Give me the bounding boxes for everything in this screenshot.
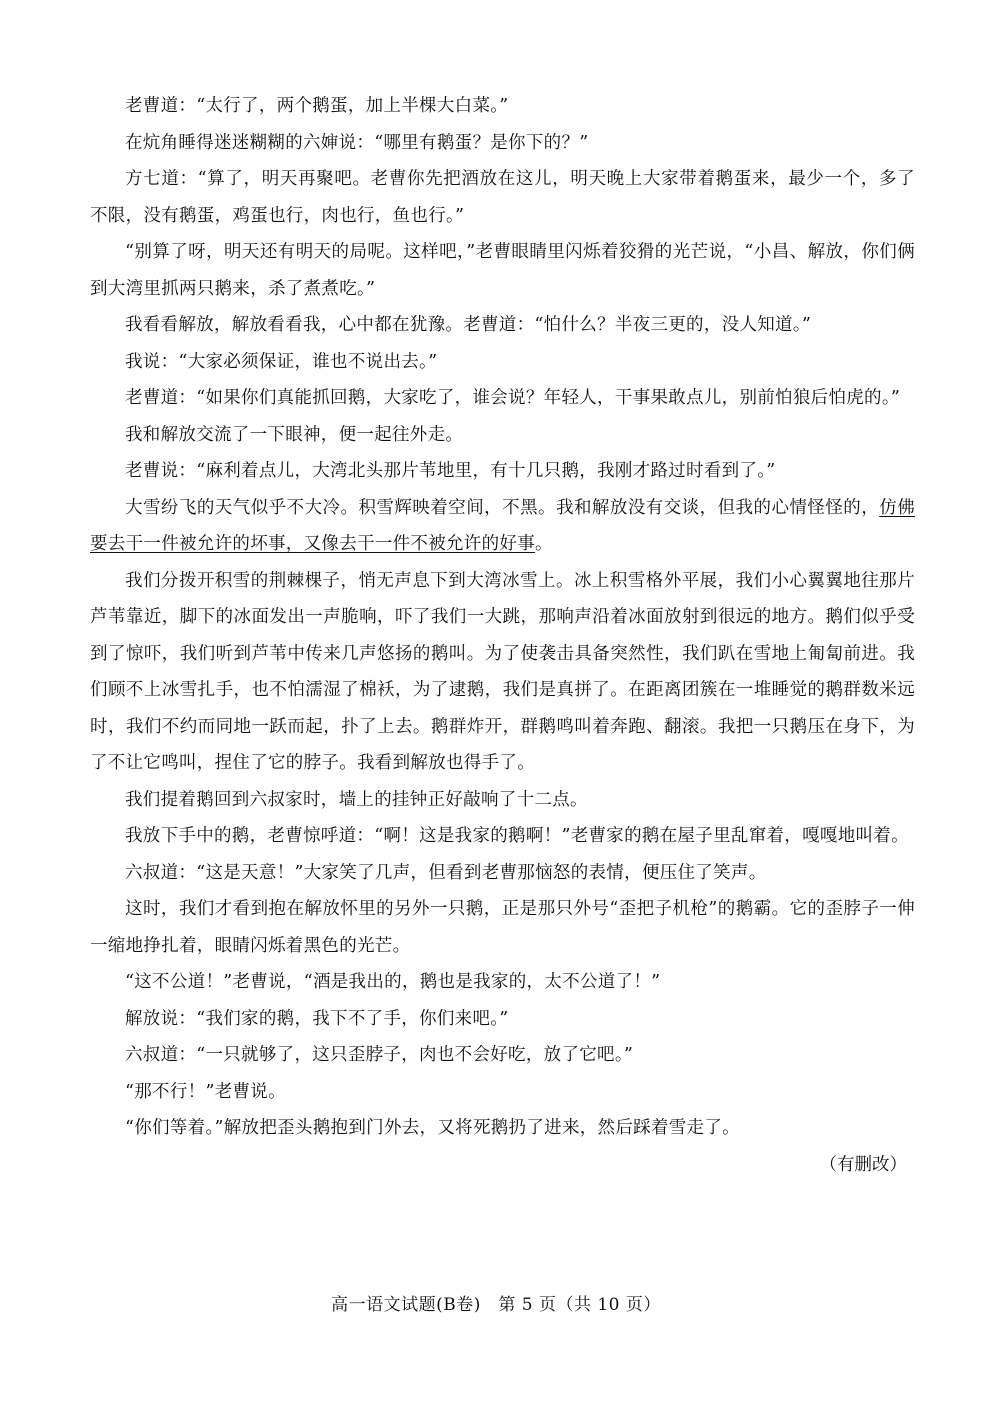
underlined-para-after: 。 [535, 534, 553, 554]
paragraph-13: 我放下手中的鹅，老曹惊呼道：“啊！这是我家的鹅啊！”老曹家的鹅在屋子里乱窜着，嘎嘎地叫着。 [125, 826, 909, 846]
abridged-note: （有删改） [819, 1154, 907, 1175]
paragraph-9: 老曹说：“麻利着点儿，大湾北头那片苇地里，有十几只鹅，我刚才路过时看到了。” [125, 461, 776, 481]
paragraph-14: 六叔道：“这是天意！”大家笑了几声，但看到老曹那恼怒的表情，便压住了笑声。 [125, 862, 767, 883]
paragraph-6: 我说：“大家必须保证，谁也不说出去。” [125, 351, 438, 372]
paragraph-18: 六叔道：“一只就够了，这只歪脖子，肉也不会好吃，放了它吧。” [125, 1045, 634, 1065]
paragraph-1: 老曹道：“太行了，两个鹅蛋，加上半棵大白菜。” [125, 96, 509, 116]
paragraph-17: 解放说：“我们家的鹅，我下不了手，你们来吧。” [125, 1008, 509, 1029]
paragraph-4: “别算了呀，明天还有明天的局呢。这样吧，”老曹眼睛里闪烁着狡猾的光芒说，“小昌、解放，你们俩到大湾里抓两只鹅来，杀了煮煮吃。” [90, 242, 915, 299]
underlined-para-before: 大雪纷飞的天气似乎不大冷。积雪辉映着空间，不黑。我和解放没有交谈，但我的心情怪怪的， [125, 497, 880, 518]
article-body [90, 88, 915, 1183]
paragraph-20: “你们等着。”解放把歪头鹅抱到门外去，又将死鹅扔了进来，然后踩着雪走了。 [125, 1118, 740, 1138]
paragraph-7: 老曹道：“如果你们真能抓回鹅，大家吃了，谁会说？年轻人，干事果敢点儿，别前怕狼后怕虎的。” [125, 388, 901, 408]
underlined-sentence: 仿佛要去干一件被允许的坏事，又像去干一件不被允许的好事 [90, 497, 915, 554]
paragraph-11: 我们分拨开积雪的荆棘棵子，悄无声息下到大湾冰雪上。冰上积雪格外平展，我们小心翼翼地往那片芦苇靠近，脚下的冰面发出一声脆响，吓了我们一大跳，那响声沿着冰面放射到很远的地方。鹅们似乎受到了惊吓，我们听到芦苇中传来几声悠扬的鹅叫。为了使袭击具备突然性，我们趴在雪地上匍匐前进。我们顾不上冰雪扎手，也不怕濡湿了棉袄，为了逮鹅，我们是真拼了。在距离团簇在一堆睡觉的鹅群数米远时，我们不约而同地一跃而起，扑了上去。鹅群炸开，群鹅鸣叫着奔跑、翻滚。我把一只鹅压在身下，为了不让它鸣叫，捏住了它的脖子。我看到解放也得手了。 [90, 570, 915, 773]
paragraph-19: “那不行！”老曹说。 [125, 1081, 286, 1102]
paragraph-2: 在炕角睡得迷迷糊糊的六婶说：“哪里有鹅蛋？是你下的？” [125, 132, 589, 153]
page-footer: 高一语文试题(B卷) 第 5 页（共 10 页） [331, 1295, 661, 1315]
paragraph-8: 我和解放交流了一下眼神，便一起往外走。 [125, 424, 464, 445]
paragraph-12: 我们提着鹅回到六叔家时，墙上的挂钟正好敲响了十二点。 [125, 789, 588, 810]
paragraph-16: “这不公道！”老曹说，“酒是我出的，鹅也是我家的，太不公道了！” [125, 972, 661, 992]
paragraph-15: 这时，我们才看到抱在解放怀里的另外一只鹅，正是那只外号“歪把子机枪”的鹅霸。它的歪脖子一伸一缩地挣扎着，眼睛闪烁着黑色的光芒。 [90, 899, 915, 956]
paragraph-5: 我看看解放，解放看看我，心中都在犹豫。老曹道：“怕什么？半夜三更的，没人知道。” [125, 315, 812, 335]
paragraph-3: 方七道：“算了，明天再聚吧。老曹你先把酒放在这儿，明天晚上大家带着鹅蛋来，最少一个，多了不限，没有鹅蛋，鸡蛋也行，肉也行，鱼也行。” [90, 169, 915, 226]
paragraph-underlined [90, 490, 915, 563]
